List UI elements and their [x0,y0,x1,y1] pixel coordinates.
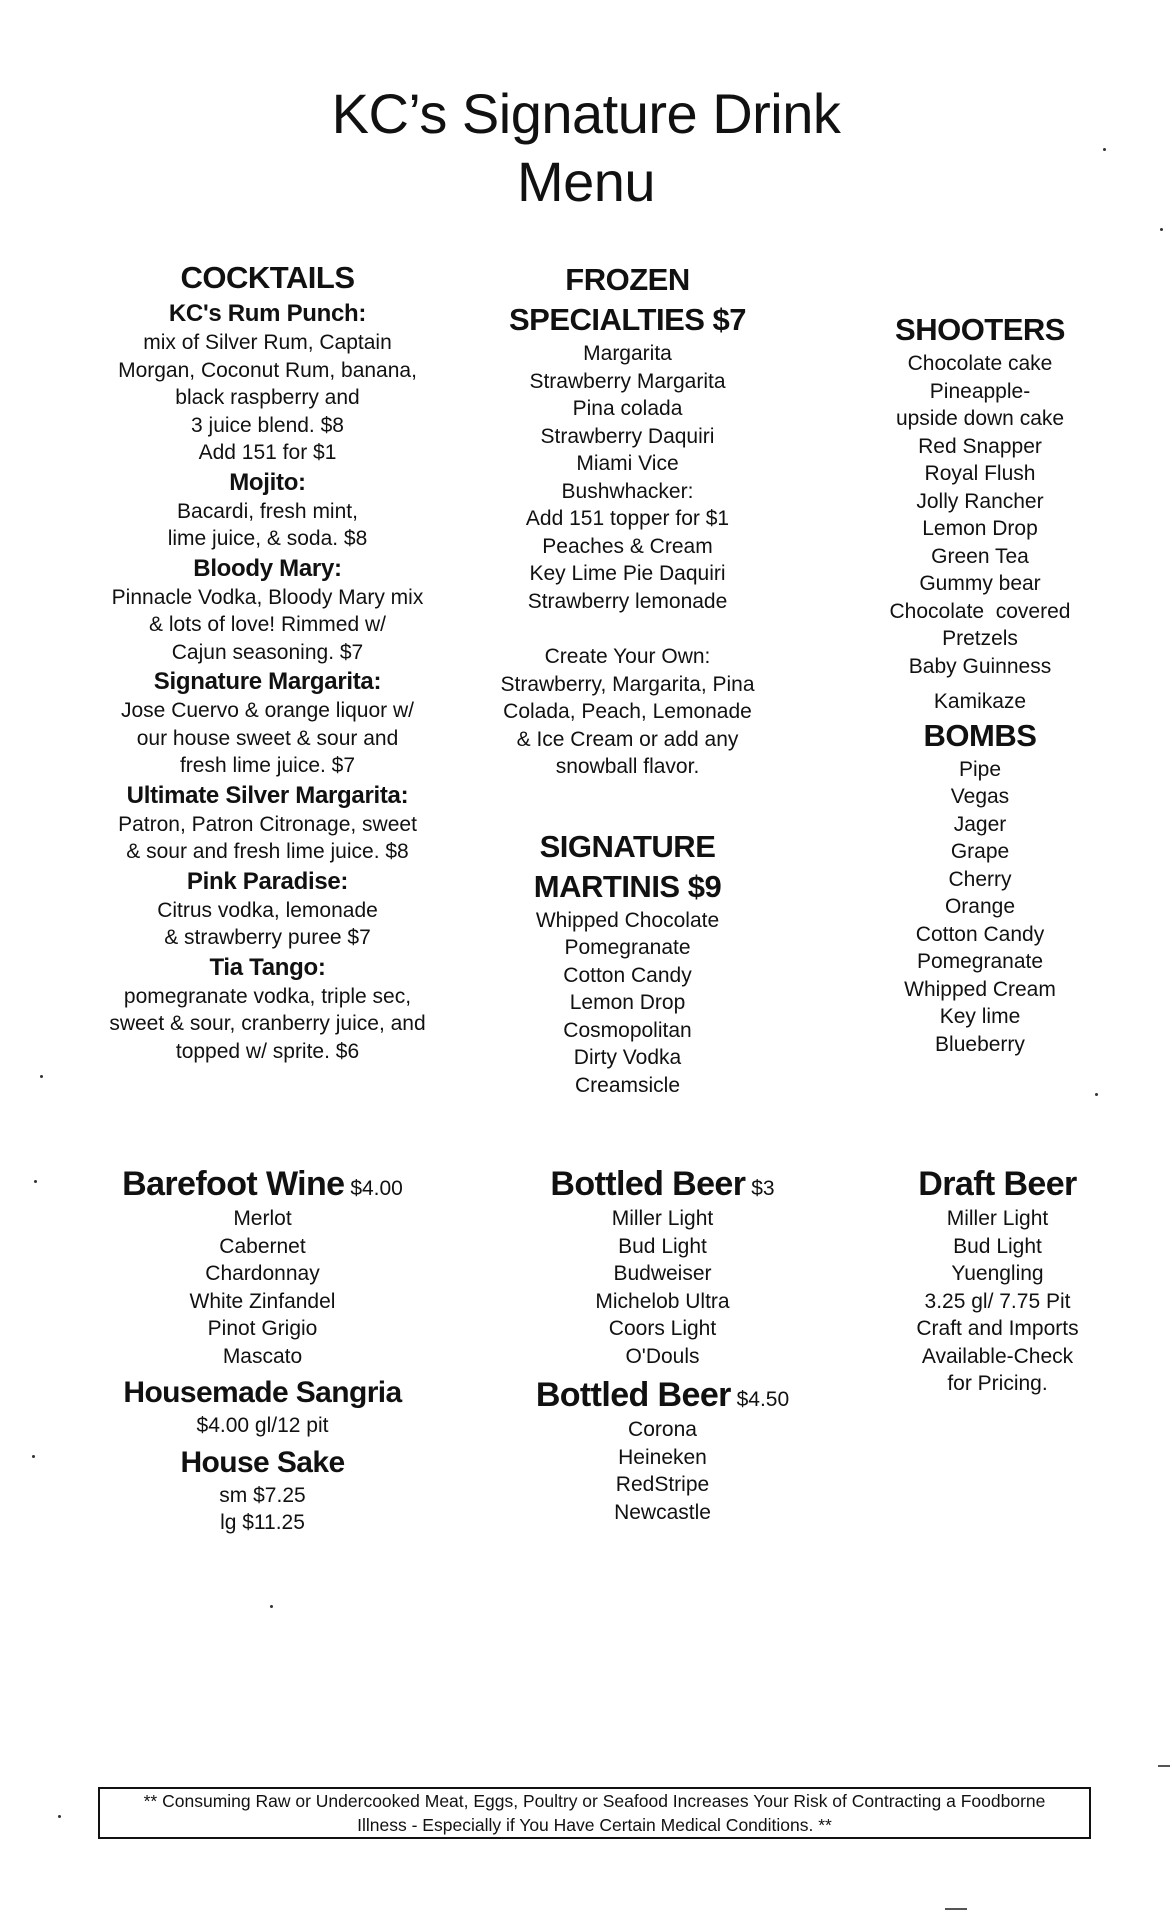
frozen-item: Strawberry Margarita [529,369,726,393]
cocktail-desc-line: Cajun seasoning. $7 [171,640,364,664]
sake-price-small: sm $7.25 [219,1483,306,1507]
shooter-item: Lemon Drop [922,517,1038,540]
frozen-item: Miami Vice [576,452,679,475]
menu-title-line1: KC’s Signature Drink [331,82,841,145]
bomb-item: Pomegranate [916,950,1044,973]
martini-item: Creamsicle [574,1073,681,1097]
cocktails-section [90,258,445,1065]
bomb-item: Pipe [958,757,1002,781]
shooter-item: Jolly Rancher [916,489,1044,513]
wine-item: White Zinfandel [189,1289,336,1313]
frozen-item: Strawberry Daquiri [540,424,715,448]
cocktail-desc-line: lime juice, & soda. $8 [167,527,368,550]
cocktail-desc-line: black raspberry and [175,386,360,409]
bomb-item: Key lime [939,1005,1021,1028]
frozen-item: Bushwhacker: [561,479,694,503]
draft-item: for Pricing. [947,1372,1048,1395]
create-own-line: Strawberry, Margarita, Pina [500,672,755,696]
bombs-heading: BOMBS [923,717,1037,753]
frozen-heading-price: SPECIALTIES $7 [508,302,747,337]
scan-speck [1103,148,1106,151]
notice-line: ** Consuming Raw or Undercooked Meat, Eggs, Poultry or Seafood Increases Your Risk of Contracting a Foodborne [143,1791,1046,1811]
cocktail-item [90,866,445,952]
bomb-item: Grape [950,840,1010,863]
cocktail-desc-line: our house sweet & sour and [136,726,399,750]
beer-item: Budweiser [613,1262,712,1285]
bombs-section [855,716,1105,1059]
wine-heading: Barefoot Wine [122,1165,345,1203]
create-own-line: & Ice Cream or add any [516,727,739,751]
create-own-line: snowball flavor. [555,755,700,778]
cocktail-name: Bloody Mary: [193,554,342,582]
frozen-section [470,260,785,1099]
martinis-heading: SIGNATURE [539,828,716,864]
draft-item: Available-Check [921,1344,1074,1368]
bomb-item: Orange [944,895,1016,918]
martini-item: Lemon Drop [569,991,686,1014]
draft-item: Miller Light [946,1207,1049,1230]
cocktail-desc-line: Patron, Patron Citronage, sweet [118,812,417,836]
shooter-item: Red Snapper [918,434,1042,458]
scan-speck [40,1075,43,1078]
menu-title [0,80,1172,216]
cocktail-item [90,553,445,667]
cocktail-desc-line: Add 151 for $1 [198,441,337,464]
shooter-item: Royal Flush [924,462,1036,485]
frozen-item: Margarita [583,342,672,365]
martini-item: Whipped Chocolate [535,908,720,932]
wine-section [110,1163,415,1537]
sangria-heading: Housemade Sangria [123,1376,402,1409]
frozen-item: Add 151 topper for $1 [525,507,730,530]
draft-item: Craft and Imports [916,1317,1079,1340]
cocktail-item [90,952,445,1066]
scan-speck [32,1455,35,1458]
shooter-item: Gummy bear [919,572,1041,595]
beer-item: O'Douls [625,1344,700,1368]
menu-title-line2: Menu [516,150,656,213]
cocktail-desc-line: 3 juice blend. $8 [191,413,344,437]
frozen-item: Peaches & Cream [542,534,713,558]
martini-item: Cosmopolitan [563,1018,692,1042]
shooter-item: Chocolate covered [889,599,1071,623]
martini-item: Cotton Candy [563,963,692,987]
cocktail-name: Tia Tango: [209,953,326,981]
cocktail-desc-line: Pinnacle Vodka, Bloody Mary mix [111,585,424,609]
beer-item: Corona [628,1418,697,1441]
cocktail-item [90,666,445,780]
food-safety-notice [98,1787,1091,1839]
create-own-line: Create Your Own: [544,645,711,668]
scan-speck [1095,1093,1098,1096]
cocktail-desc-line: Citrus vodka, lemonade [157,898,378,922]
cocktail-desc-line: Morgan, Coconut Rum, banana, [118,358,417,382]
cocktail-desc-line: sweet & sour, cranberry juice, and [109,1012,426,1035]
draft-item: 3.25 gl/ 7.75 Pit [924,1289,1071,1313]
shooters-section [855,310,1105,1058]
cocktail-desc-line: & sour and fresh lime juice. $8 [126,840,409,863]
shooter-item: Chocolate cake [907,352,1053,375]
scan-speck [270,1605,273,1608]
shooter-item: Kamikaze [933,690,1027,713]
shooter-item: upside down cake [895,407,1065,430]
wine-item: Cabernet [219,1234,306,1258]
scan-speck [58,1815,61,1818]
bottled-beer-heading: Bottled Beer [550,1165,746,1203]
cocktail-desc-line: & lots of love! Rimmed w/ [149,613,386,636]
wine-price: $4.00 [350,1177,403,1200]
cocktail-item [90,467,445,553]
wine-item: Chardonnay [205,1262,320,1285]
cocktail-desc-line: fresh lime juice. $7 [179,754,356,777]
premium-beer-heading: Bottled Beer [535,1376,731,1414]
martinis-heading-price: MARTINIS $9 [533,868,722,904]
wine-item: Pinot Grigio [207,1317,318,1340]
frozen-item: Pina colada [572,397,683,420]
cocktail-desc-line: Jose Cuervo & orange liquor w/ [121,699,414,722]
draft-beer-heading: Draft Beer [918,1165,1077,1203]
scan-mark [1158,1765,1170,1767]
sake-price-large: lg $11.25 [220,1511,305,1534]
bomb-item: Vegas [950,785,1010,808]
bomb-item: Cherry [948,867,1012,891]
notice-line: Illness - Especially if You Have Certain Medical Conditions. ** [357,1814,832,1835]
beer-item: Heineken [618,1445,707,1469]
draft-item: Yuengling [951,1262,1044,1285]
cocktail-name: Pink Paradise: [186,867,349,895]
scan-mark [945,1908,967,1910]
cocktail-desc-line: mix of Silver Rum, Captain [143,331,392,354]
cocktail-item [90,780,445,866]
cocktail-item [90,298,445,467]
bomb-item: Blueberry [935,1032,1025,1056]
bomb-item: Whipped Cream [904,977,1056,1001]
martinis-section [470,827,785,1100]
beer-item: Newcastle [614,1500,711,1524]
cocktail-desc-line: topped w/ sprite. $6 [175,1039,360,1063]
cocktail-desc-line: Bacardi, fresh mint, [177,499,358,523]
bomb-item: Cotton Candy [915,922,1045,946]
shooters-heading: SHOOTERS [895,312,1065,347]
cocktail-name: Ultimate Silver Margarita: [126,781,409,809]
beer-item: Bud Light [618,1234,707,1258]
frozen-heading: FROZEN [565,262,690,297]
shooter-item: Pretzels [942,627,1018,650]
cocktail-desc-line: & strawberry puree $7 [164,926,371,949]
beer-item: RedStripe [615,1473,710,1496]
beer-item: Coors Light [608,1317,717,1340]
create-own-line: Colada, Peach, Lemonade [503,700,752,723]
beer-item: Miller Light [611,1207,714,1230]
premium-beer-price: $4.50 [736,1388,790,1411]
sake-heading: House Sake [180,1445,345,1479]
cocktail-name: Signature Margarita: [153,668,382,695]
frozen-item: Strawberry lemonade [527,589,728,613]
martini-item: Dirty Vodka [573,1046,682,1069]
bottled-beer-price: $3 [751,1177,775,1200]
cocktail-name: Mojito: [229,468,306,496]
draft-item: Bud Light [953,1234,1042,1258]
beer-item: Michelob Ultra [595,1289,730,1313]
bottled-beer-section [520,1163,805,1526]
shooter-item: Pineapple- [929,379,1031,403]
scan-speck [1160,228,1163,231]
shooter-item: Baby Guinness [908,654,1052,678]
cocktail-desc-line: pomegranate vodka, triple sec, [123,984,412,1008]
wine-item: Mascato [222,1344,303,1368]
sangria-price: $4.00 gl/12 pit [196,1414,329,1437]
cocktails-heading: COCKTAILS [180,260,355,295]
martini-item: Pomegranate [564,936,691,959]
bomb-item: Jager [953,812,1007,836]
cocktail-name: KC's Rum Punch: [168,300,367,327]
shooter-item: Green Tea [931,544,1029,568]
frozen-item: Key Lime Pie Daquiri [529,562,726,585]
draft-beer-section [870,1163,1125,1398]
scan-speck [34,1180,37,1183]
wine-item: Merlot [233,1207,292,1230]
